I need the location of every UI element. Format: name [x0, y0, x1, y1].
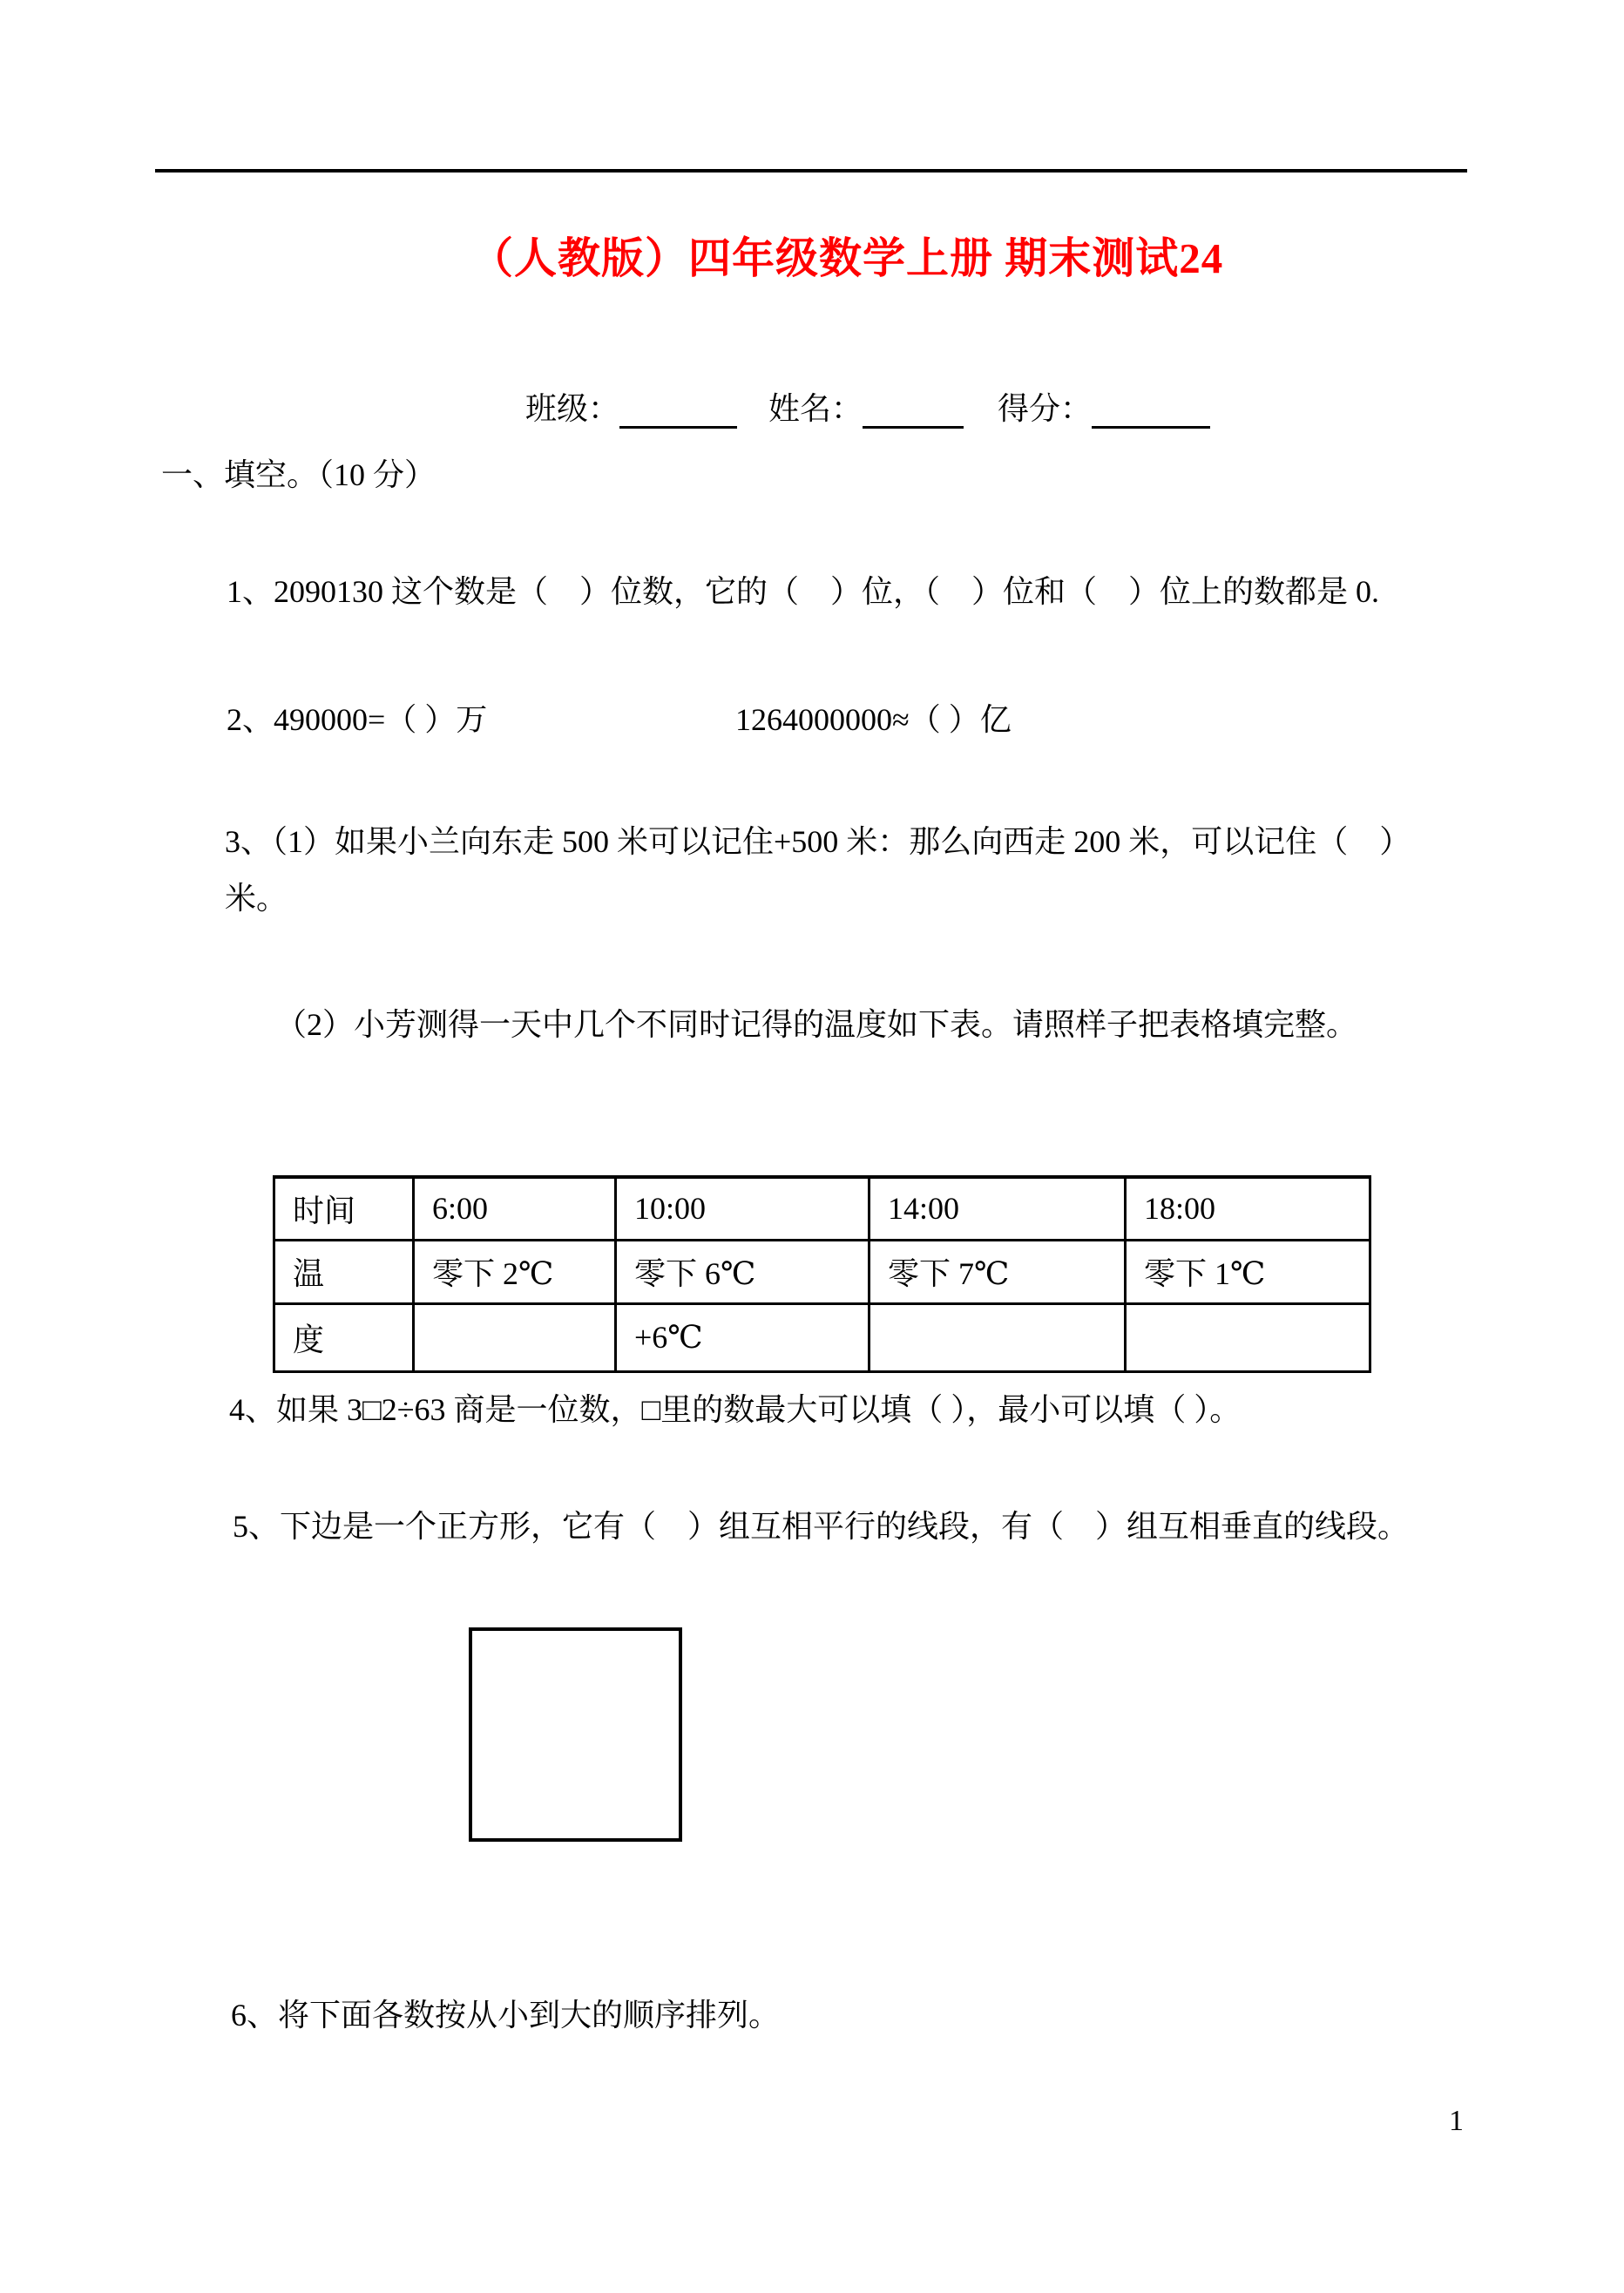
question-2	[227, 700, 1012, 740]
question-6: 6、将下面各数按从小到大的顺序排列。	[231, 1998, 781, 2033]
question-5: 5、下边是一个正方形，它有（ ）组互相平行的线段，有（ ）组互相垂直的线段。	[233, 1509, 1410, 1544]
table-cell: 度	[274, 1303, 414, 1371]
table-cell: 零下 1℃	[1126, 1240, 1370, 1303]
score-blank	[1092, 389, 1210, 429]
name-label: 姓名：	[768, 391, 863, 426]
table-cell: 18:00	[1126, 1177, 1370, 1240]
question-4: 4、如果 3□2÷63 商是一位数，□里的数最大可以填（ ），最小可以填（ ）。	[229, 1392, 1242, 1427]
page-title: （人教版）四年级数学上册 期末测试24	[470, 234, 1224, 282]
question-3-line2: 米。	[225, 881, 288, 916]
square-figure	[469, 1627, 682, 1842]
class-blank	[619, 389, 737, 429]
question-3-line1: 3、（1）如果小兰向东走 500 米可以记住+500 米：那么向西走 200 米，可以记住（ ）	[225, 824, 1411, 859]
table-cell	[1126, 1303, 1370, 1371]
header-rule	[155, 169, 1467, 172]
temperature-table	[273, 1175, 1371, 1373]
name-blank	[863, 389, 964, 429]
question-1: 1、2090130 这个数是（ ）位数，它的（ ）位，（ ）位和（ ）位上的数都是 0.	[227, 574, 1380, 609]
table-cell	[870, 1303, 1126, 1371]
table-cell: 零下 7℃	[870, 1240, 1126, 1303]
class-label: 班级：	[525, 391, 620, 426]
table-cell: 14:00	[870, 1177, 1126, 1240]
table-cell	[414, 1303, 616, 1371]
table-cell: 10:00	[616, 1177, 870, 1240]
question-3-sub2: （2）小芳测得一天中几个不同时记得的温度如下表。请照样子把表格填完整。	[275, 1007, 1358, 1042]
score-label: 得分：	[998, 391, 1093, 426]
table-cell: 零下 6℃	[616, 1240, 870, 1303]
table-cell: 零下 2℃	[414, 1240, 616, 1303]
table-cell: 6:00	[414, 1177, 616, 1240]
table-cell: 时间	[274, 1177, 414, 1240]
question-2-part1: 2、490000=（ ）万	[227, 702, 488, 737]
section-heading: 一、填空。（10 分）	[161, 457, 436, 492]
page-number: 1	[1449, 2105, 1464, 2137]
question-2-part2: 1264000000≈（ ）亿	[735, 702, 1012, 737]
table-row-time	[274, 1177, 1370, 1240]
table-cell: 温	[274, 1240, 414, 1303]
table-row-temp-given	[274, 1240, 1370, 1303]
table-cell: +6℃	[616, 1303, 870, 1371]
student-info-row	[525, 389, 1210, 429]
table-row-temp-answer	[274, 1303, 1370, 1371]
